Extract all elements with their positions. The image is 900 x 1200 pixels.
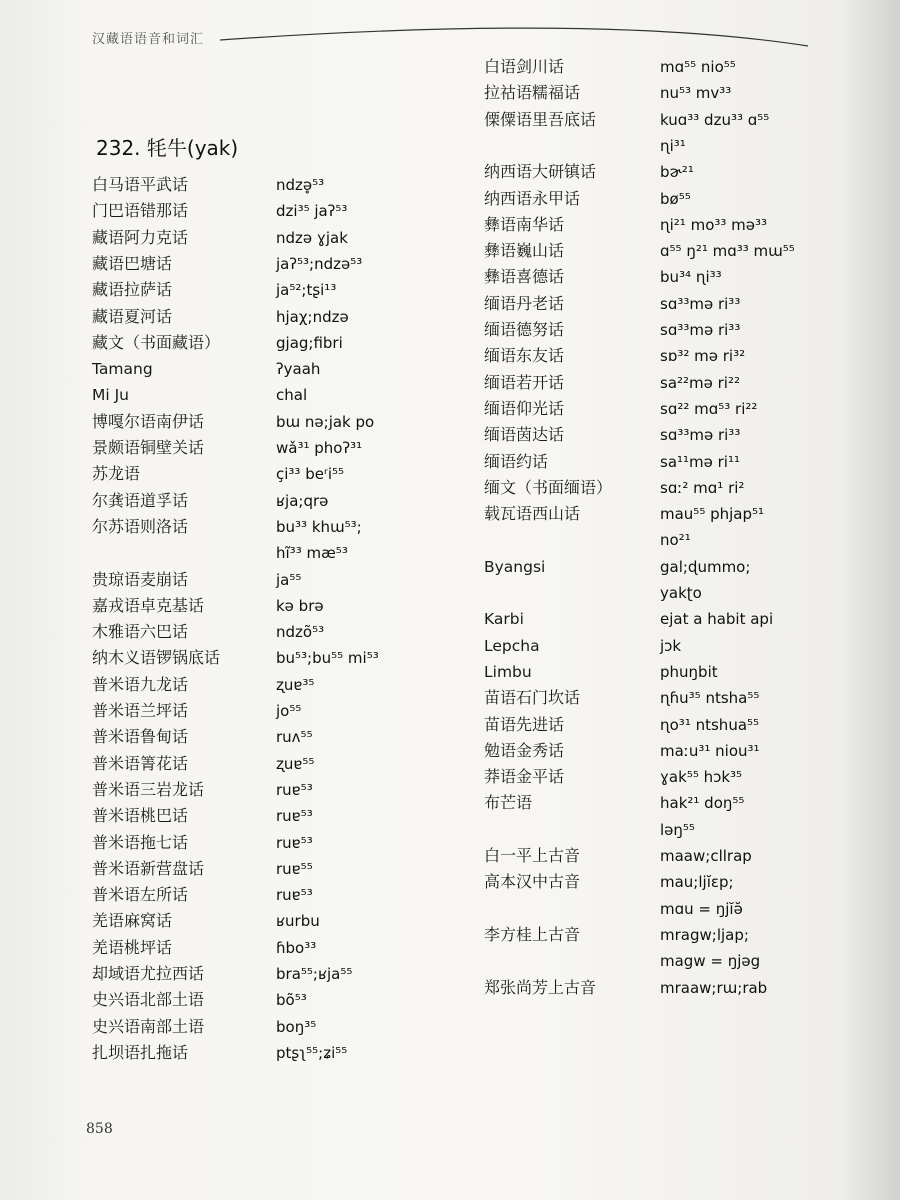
dialect-row [484, 449, 824, 475]
dialect-row [484, 54, 824, 80]
language-name: 傈僳语里吾底话 [484, 109, 597, 129]
language-name: 缅文（书面缅语） [484, 477, 613, 497]
language-name: 勉语金秀话 [484, 740, 565, 760]
word-form: sɑː² mɑ¹ ri² [660, 478, 745, 497]
word-form: ɦbo³³ [276, 938, 317, 957]
word-form: bɚ²¹ [660, 163, 694, 182]
dialect-row [92, 882, 422, 908]
dialect-row [92, 619, 422, 645]
word-form: magw = ŋjəg [660, 952, 761, 971]
language-name: Limbu [484, 662, 532, 681]
language-name: 尔龚语道孚话 [92, 490, 189, 510]
dialect-row [484, 975, 824, 1001]
dialect-row [484, 633, 824, 659]
dialect-row [92, 382, 422, 408]
dialect-row [484, 317, 824, 343]
word-form: no²¹ [660, 531, 691, 550]
dialect-row [92, 540, 422, 566]
word-form: sɑ³³mə ri³³ [660, 321, 741, 339]
dialect-row [484, 133, 824, 159]
word-form: sa¹¹mə ri¹¹ [660, 452, 741, 471]
language-name: 藏文（书面藏语） [92, 332, 221, 352]
dialect-row [484, 922, 824, 948]
language-name: 莽语金平话 [484, 767, 565, 787]
dialect-row [92, 277, 422, 303]
language-name: 缅语若开话 [484, 372, 565, 392]
word-form: bu³⁴ ɳi³³ [660, 268, 722, 287]
dialect-row [484, 422, 824, 448]
language-name: 羌语麻窝话 [92, 911, 173, 931]
word-form: ruɐ⁵⁵ [276, 859, 313, 878]
dialect-row [484, 843, 824, 869]
entry-title: 232. 牦牛(yak) [96, 136, 239, 160]
language-name: 普米语箐花话 [92, 753, 189, 773]
dialect-row [92, 488, 422, 514]
dialect-row [92, 593, 422, 619]
language-name: 纳西语大研镇话 [484, 162, 597, 182]
dialect-row [92, 830, 422, 856]
dialect-row [92, 645, 422, 671]
language-name: Mi Ju [92, 386, 130, 405]
dialect-row [92, 514, 422, 540]
dialect-row [484, 554, 824, 580]
language-name: 贵琼语麦崩话 [92, 569, 189, 589]
language-name: 普米语左所话 [92, 885, 189, 905]
dialect-row [484, 790, 824, 816]
word-form: kə brə [276, 596, 324, 615]
language-name: 却域语尤拉西话 [92, 964, 205, 983]
language-name: Tamang [92, 360, 153, 379]
language-name: 彝语南华话 [484, 214, 565, 234]
language-name: 普米语三岩龙话 [92, 779, 205, 799]
word-form: dzi³⁵ jaʔ⁵³ [276, 202, 348, 221]
word-form: chal [276, 386, 308, 405]
language-name: 缅语丹老话 [484, 293, 565, 313]
word-form: maaw;cllrap [660, 847, 752, 865]
dialect-row [484, 659, 824, 685]
dialect-row [484, 501, 824, 527]
word-form: wǎ³¹ phoʔ³¹ [276, 439, 363, 457]
dialect-row [92, 461, 422, 487]
language-name: Lepcha [484, 636, 540, 655]
word-form: yakʈo [660, 584, 702, 602]
dialect-row [484, 738, 824, 764]
word-form: mraaw;rɯ;rab [660, 978, 768, 997]
dialect-row [92, 251, 422, 277]
dialect-row [92, 330, 422, 356]
language-name: 缅语仰光话 [484, 398, 565, 418]
dialect-row [484, 80, 824, 106]
language-name: 普米语桃巴话 [92, 806, 189, 826]
language-name: 白马语平武话 [92, 175, 189, 194]
dialect-row [484, 580, 824, 606]
language-name: 李方桂上古音 [484, 924, 581, 944]
word-form: sɒ³² mə ri³² [660, 347, 746, 366]
language-name: 普米语鲁甸话 [92, 727, 189, 747]
word-form: sɑ³³mə ri³³ [660, 294, 741, 313]
word-form: maːu³¹ niou³¹ [660, 741, 760, 760]
language-name: 郑张尚芳上古音 [484, 977, 597, 997]
word-form: ruɐ⁵³ [276, 807, 313, 826]
word-form: ptʂʅ⁵⁵;ʑi⁵⁵ [276, 1043, 348, 1062]
word-form: mɑu = ŋjĭə̆ [660, 899, 743, 918]
language-name: 尔苏语则洛话 [92, 516, 189, 536]
word-form: ləŋ⁵⁵ [660, 820, 695, 839]
word-form: ʁja;qrə [276, 491, 329, 510]
dialect-row [92, 856, 422, 882]
word-form: bɯ nə;jak po [276, 412, 375, 431]
dialect-row [92, 1040, 422, 1066]
word-form: hĩ³³ mæ⁵³ [276, 544, 348, 563]
dialect-row [484, 370, 824, 396]
word-form: bra⁵⁵;ʁja⁵⁵ [276, 965, 353, 983]
word-form: hjaχ;ndzə [276, 307, 349, 326]
dialect-row [92, 198, 422, 224]
word-form: ndzõ⁵³ [276, 623, 325, 642]
language-name: 木雅语六巴话 [92, 622, 189, 642]
language-name: 藏语巴塘话 [92, 253, 173, 273]
dialect-row [92, 567, 422, 593]
word-form: bu⁵³;bu⁵⁵ mi⁵³ [276, 649, 379, 668]
word-form: ndzə ɣjak [276, 228, 348, 247]
language-name: 缅语约话 [484, 451, 549, 471]
language-name: Byangsi [484, 557, 546, 576]
dialect-row [484, 896, 824, 922]
word-form: ruɐ⁵³ [276, 833, 313, 852]
word-form: sɑ²² mɑ⁵³ ri²² [660, 399, 758, 418]
language-name: 白一平上古音 [484, 846, 581, 865]
dialect-row [484, 238, 824, 264]
language-name: 扎坝语扎拖话 [92, 1042, 189, 1062]
word-form: jo⁵⁵ [276, 702, 302, 720]
dialect-row [484, 527, 824, 553]
language-name: 普米语九龙话 [92, 674, 189, 694]
language-name: 载瓦语西山话 [484, 504, 581, 524]
word-form: sa²²mə ri²² [660, 373, 741, 392]
dialect-row [92, 1014, 422, 1040]
word-form: ja⁵⁵ [276, 570, 302, 589]
word-form: çi³³ beʳi⁵⁵ [276, 465, 345, 484]
word-form: mau⁵⁵ phjap⁵¹ [660, 505, 765, 524]
word-form: boŋ³⁵ [276, 1017, 317, 1036]
word-form: ʔyaah [276, 360, 321, 379]
dialect-row [92, 356, 422, 382]
language-name: 普米语拖七话 [92, 832, 189, 852]
word-form: mɑ⁵⁵ nio⁵⁵ [660, 58, 736, 76]
dialect-row [92, 672, 422, 698]
language-name: 布芒语 [484, 793, 533, 813]
word-form: mragw;ljap; [660, 925, 749, 944]
word-form: ɣak⁵⁵ hɔk³⁵ [660, 768, 743, 787]
dialect-row [92, 409, 422, 435]
word-form: ʐuɐ⁵⁵ [276, 754, 315, 773]
word-form: phuŋbit [660, 662, 718, 681]
dialect-row [92, 304, 422, 330]
word-form: ndzə̥⁵³ [276, 176, 325, 194]
dialect-row [484, 343, 824, 369]
word-form: gjag;fibri [276, 333, 343, 352]
language-name: 白语剑川话 [484, 57, 565, 76]
page-shadow [840, 0, 900, 1200]
word-form: hak²¹ doŋ⁵⁵ [660, 794, 745, 813]
word-form: ejat a habit api [660, 610, 774, 629]
language-name: 藏语拉萨话 [92, 280, 173, 300]
word-form: jɔk [660, 636, 682, 655]
dialect-row [92, 961, 422, 987]
dialect-row [484, 159, 824, 185]
word-form: ɳo³¹ ntshua⁵⁵ [660, 715, 760, 734]
word-form: ja⁵²;tʂi¹³ [276, 281, 337, 300]
dialect-row [484, 606, 824, 632]
dialect-row [484, 869, 824, 895]
dialect-row [92, 751, 422, 777]
dialect-row [92, 172, 422, 198]
word-form: ruɐ⁵³ [276, 886, 313, 905]
dialect-row [484, 948, 824, 974]
word-form: gal;ɖummo; [660, 557, 751, 576]
language-name: 苗语石门坎话 [484, 688, 581, 708]
dialect-row [92, 777, 422, 803]
word-form: bø⁵⁵ [660, 189, 691, 208]
dialect-row [484, 212, 824, 238]
word-form: nu⁵³ mv³³ [660, 84, 732, 103]
dialect-row [92, 803, 422, 829]
language-name: 景颇语铜壁关话 [92, 438, 205, 457]
word-form: sɑ³³mə ri³³ [660, 426, 741, 445]
dialect-row [92, 935, 422, 961]
word-form: bu³³ khɯ⁵³; [276, 517, 362, 536]
language-name: 缅语东友话 [484, 346, 565, 366]
dialect-row [484, 107, 824, 133]
language-name: 普米语兰坪话 [92, 701, 189, 720]
dialect-row [92, 225, 422, 251]
word-form: mau;ljĭɛp; [660, 873, 734, 892]
dialect-row [484, 186, 824, 212]
dialect-row [92, 698, 422, 724]
word-form: ruɐ⁵³ [276, 780, 313, 799]
dialect-row [484, 396, 824, 422]
language-name: Karbi [484, 610, 524, 629]
dialect-row [92, 908, 422, 934]
language-name: 缅语德努话 [484, 320, 565, 339]
word-form: ɑ⁵⁵ ŋ²¹ mɑ³³ mɯ⁵⁵ [660, 242, 795, 261]
word-form: ruʌ⁵⁵ [276, 728, 313, 747]
language-name: 普米语新营盘话 [92, 858, 205, 878]
dialect-row [484, 475, 824, 501]
dialect-row [92, 987, 422, 1013]
language-name: 藏语夏河话 [92, 306, 173, 326]
language-name: 彝语喜德话 [484, 267, 565, 287]
language-name: 纳西语永甲话 [484, 188, 581, 208]
word-form: ʁurbu [276, 912, 320, 931]
dialect-row [484, 817, 824, 843]
language-name: 嘉戎语卓克基话 [92, 595, 205, 615]
language-name: 藏语阿力克话 [92, 227, 189, 247]
language-name: 史兴语南部土语 [92, 1016, 205, 1036]
dialect-row [484, 264, 824, 290]
word-form: ɳɦu³⁵ ntsha⁵⁵ [660, 689, 760, 708]
word-form: kuɑ³³ dzu³³ ɑ⁵⁵ [660, 110, 770, 129]
word-form: ɳi²¹ mo³³ mə³³ [660, 215, 768, 234]
page-number: 858 [86, 1121, 113, 1137]
language-name: 苏龙语 [92, 464, 141, 484]
dialect-row [484, 685, 824, 711]
language-name: 羌语桃坪话 [92, 937, 173, 957]
language-name: 拉祜语糯福话 [484, 83, 581, 103]
running-head: 汉藏语语音和词汇 [92, 32, 205, 47]
dialect-row [92, 435, 422, 461]
language-name: 史兴语北部土语 [92, 990, 205, 1010]
word-form: jaʔ⁵³;ndzə⁵³ [276, 254, 363, 273]
dialect-row [92, 724, 422, 750]
language-name: 纳木义语锣锅底话 [92, 648, 221, 668]
word-form: ɳi³¹ [660, 136, 686, 155]
word-form: bõ⁵³ [276, 991, 307, 1010]
word-form: ʐuɐ³⁵ [276, 675, 315, 694]
language-name: 苗语先进话 [484, 714, 565, 734]
language-name: 高本汉中古音 [484, 872, 581, 892]
dialect-row [484, 712, 824, 738]
language-name: 彝语巍山话 [484, 241, 565, 261]
dialect-row [484, 764, 824, 790]
language-name: 博嘎尔语南伊话 [92, 411, 205, 431]
language-name: 门巴语错那话 [92, 201, 189, 221]
dialect-row [484, 291, 824, 317]
language-name: 缅语茵达话 [484, 425, 565, 445]
